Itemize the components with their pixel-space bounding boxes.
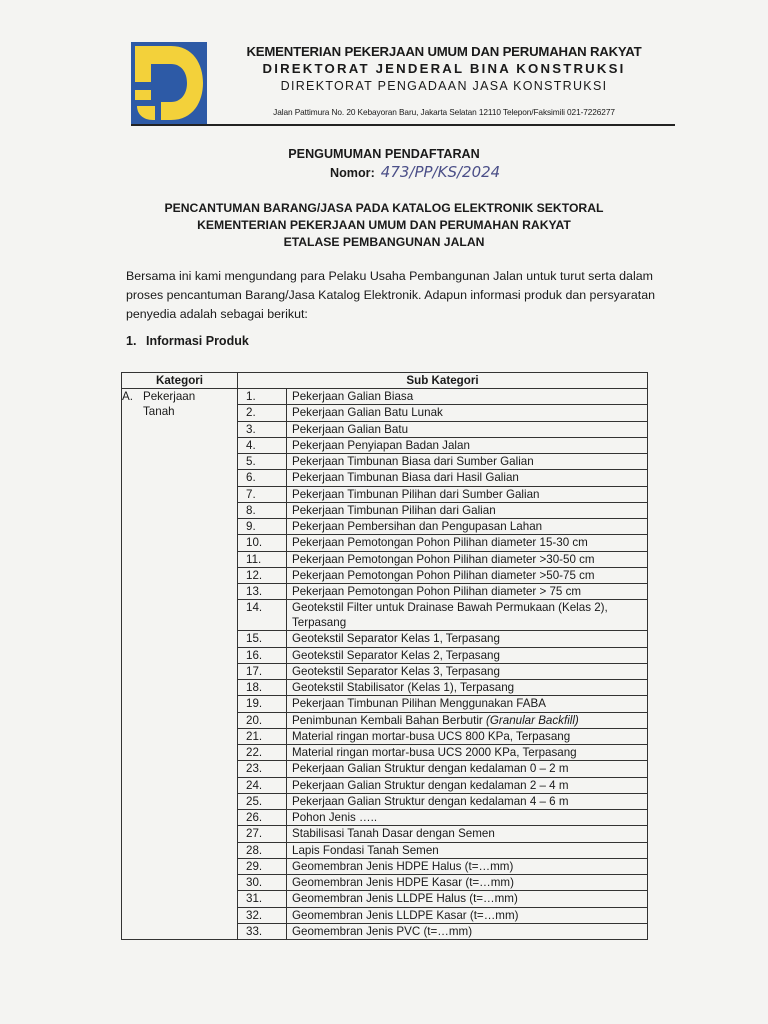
subcategory-text: Geotekstil Separator Kelas 1, Terpasang	[292, 632, 500, 646]
subcategory-text: Geotekstil Stabilisator (Kelas 1), Terpasang	[292, 681, 515, 694]
category-letter: A.	[122, 390, 133, 403]
subcategory-cell	[287, 875, 648, 891]
row-number: 17.	[238, 663, 287, 679]
subcategory-cell	[287, 454, 648, 470]
section-heading	[126, 334, 249, 348]
subcategory-cell	[287, 600, 648, 631]
subcategory-cell	[287, 470, 648, 486]
row-number: 6.	[238, 470, 287, 486]
row-number: 2.	[238, 405, 287, 421]
subcategory-text: Pekerjaan Galian Struktur dengan kedalaman 0 – 2 m	[292, 762, 569, 776]
row-number: 32.	[238, 907, 287, 923]
ministry-logo	[131, 42, 207, 124]
subcategory-text: Pekerjaan Galian Batu Lunak	[292, 406, 443, 420]
row-number: 33.	[238, 923, 287, 939]
subcategory-cell	[287, 680, 648, 696]
section-title: Informasi Produk	[146, 334, 249, 348]
subcategory-text: Material ringan mortar-busa UCS 800 KPa, Terpasang	[292, 729, 571, 743]
ministry-name: KEMENTERIAN PEKERJAAN UMUM DAN PERUMAHAN RAKYAT	[246, 44, 642, 59]
subcategory-cell	[287, 567, 648, 583]
row-number: 15.	[238, 631, 287, 647]
subcategory-cell	[287, 761, 648, 777]
row-number: 11.	[238, 551, 287, 567]
row-number: 29.	[238, 858, 287, 874]
row-number: 18.	[238, 680, 287, 696]
row-number: 7.	[238, 486, 287, 502]
row-number: 24.	[238, 777, 287, 793]
subcategory-text: Pekerjaan Pemotongan Pohon Pilihan diameter > 75 cm	[292, 585, 582, 598]
category-name-line-1: Pekerjaan	[143, 390, 196, 403]
row-number: 9.	[238, 519, 287, 535]
row-number: 31.	[238, 891, 287, 907]
row-number: 1.	[238, 389, 287, 405]
subcategory-cell	[287, 389, 648, 405]
header-category: Kategori	[122, 373, 238, 389]
announcement-number	[330, 163, 500, 181]
subcategory-text: Geotekstil Separator Kelas 2, Terpasang	[292, 648, 500, 662]
subcategory-text: Geomembran Jenis HDPE Kasar (t=…mm)	[292, 876, 514, 889]
subcategory-cell	[287, 663, 648, 679]
row-number: 13.	[238, 584, 287, 600]
number-handwritten: 473/PP/KS/2024	[380, 163, 501, 181]
subcategory-text: Lapis Fondasi Tanah Semen	[292, 843, 439, 857]
subcategory-cell	[287, 486, 648, 502]
subcategory-text: Stabilisasi Tanah Dasar dengan Semen	[292, 827, 495, 841]
row-number: 5.	[238, 454, 287, 470]
subcategory-cell	[287, 842, 648, 858]
subcategory-text: Geomembran Jenis PVC (t=…mm)	[292, 924, 473, 938]
subcategory-text: Pekerjaan Galian Struktur dengan kedalaman 2 – 4 m	[292, 778, 569, 792]
subcategory-text: Pekerjaan Timbunan Pilihan Menggunakan FABA	[292, 697, 546, 711]
row-number: 25.	[238, 793, 287, 809]
subcategory-text: Geotekstil Filter untuk Drainase Bawah Permukaan (Kelas 2), Terpasang	[292, 601, 608, 630]
subcategory-cell	[287, 696, 648, 712]
row-number: 12.	[238, 567, 287, 583]
subcategory-text: Pekerjaan Pemotongan Pohon Pilihan diameter >30-50 cm	[292, 552, 595, 566]
header-subcategory: Sub Kategori	[238, 373, 648, 389]
subcategory-text: Geomembran Jenis HDPE Halus (t=…mm)	[292, 859, 514, 873]
table-body	[122, 389, 648, 940]
subcategory-cell	[287, 826, 648, 842]
subcategory-cell	[287, 745, 648, 761]
subcategory-cell	[287, 810, 648, 826]
subcategory-text: Pekerjaan Pembersihan dan Pengupasan Lahan	[292, 520, 543, 533]
subject-heading	[0, 200, 768, 251]
address: Jalan Pattimura No. 20 Kebayoran Baru, Jakarta Selatan 12110 Telepon/Faksimili 021-7226277	[273, 107, 615, 117]
subcategory-cell	[287, 647, 648, 663]
row-number: 14.	[238, 600, 287, 631]
subcategory-cell	[287, 891, 648, 907]
subcategory-cell	[287, 519, 648, 535]
letterhead-divider	[131, 124, 675, 126]
row-number: 27.	[238, 826, 287, 842]
subcategory-cell	[287, 777, 648, 793]
subcategory-text: Pekerjaan Penyiapan Badan Jalan	[292, 438, 470, 452]
subcategory-cell	[287, 405, 648, 421]
subcategory-text: Geomembran Jenis LLDPE Kasar (t=…mm)	[292, 908, 519, 922]
subcategory-cell	[287, 535, 648, 551]
subcategory-text: Pohon Jenis …..	[292, 811, 378, 824]
subcategory-cell	[287, 502, 648, 518]
intro-paragraph: Bersama ini kami mengundang para Pelaku Usaha Pembangunan Jalan untuk turut serta dalam proses pencantuman Barang/Jasa Katalog Elektronik. Adapun informasi produk dan persyaratan penyedia adalah sebagai berikut:	[126, 269, 655, 321]
letterhead	[214, 44, 674, 117]
subcategory-cell	[287, 858, 648, 874]
directorate: DIREKTORAT PENGADAAN JASA KONSTRUKSI	[280, 79, 608, 93]
subcategory-italic-text: (Granular Backfill)	[486, 713, 579, 727]
row-number: 21.	[238, 728, 287, 744]
subcategory-text: Pekerjaan Galian Batu	[292, 422, 409, 436]
subcategory-cell	[287, 793, 648, 809]
subject-line-3: ETALASE PEMBANGUNAN JALAN	[283, 235, 485, 249]
subcategory-text: Pekerjaan Galian Struktur dengan kedalaman 4 – 6 m	[292, 794, 569, 808]
subject-line-1: PENCANTUMAN BARANG/JASA PADA KATALOG ELEKTRONIK SEKTORAL	[164, 201, 604, 215]
category-name-line-2: Tanah	[143, 405, 175, 418]
subcategory-text: Pekerjaan Timbunan Biasa dari Sumber Galian	[292, 455, 534, 468]
number-label: Nomor:	[330, 166, 375, 180]
directorate-general: DIREKTORAT JENDERAL BINA KONSTRUKSI	[262, 61, 626, 76]
subcategory-cell	[287, 584, 648, 600]
subcategory-cell	[287, 907, 648, 923]
subcategory-cell	[287, 437, 648, 453]
table-row	[122, 389, 648, 405]
row-number: 30.	[238, 875, 287, 891]
subcategory-cell	[287, 923, 648, 939]
subject-line-2: KEMENTERIAN PEKERJAAN UMUM DAN PERUMAHAN RAKYAT	[197, 218, 571, 232]
row-number: 23.	[238, 761, 287, 777]
section-number: 1.	[126, 334, 137, 348]
subcategory-cell	[287, 421, 648, 437]
row-number: 26.	[238, 810, 287, 826]
subcategory-cell	[287, 631, 648, 647]
subcategory-text: Pekerjaan Pemotongan Pohon Pilihan diameter 15-30 cm	[292, 536, 588, 550]
row-number: 20.	[238, 712, 287, 728]
subcategory-text: Pekerjaan Galian Biasa	[292, 390, 414, 403]
subcategory-cell	[287, 551, 648, 567]
subcategory-text: Geotekstil Separator Kelas 3, Terpasang	[292, 664, 500, 678]
subcategory-text: Pekerjaan Pemotongan Pohon Pilihan diameter >50-75 cm	[292, 568, 595, 582]
subcategory-cell	[287, 728, 648, 744]
row-number: 3.	[238, 421, 287, 437]
row-number: 28.	[238, 842, 287, 858]
product-table	[121, 372, 648, 940]
subcategory-text: Penimbunan Kembali Bahan Berbutir	[292, 713, 483, 727]
subcategory-text: Pekerjaan Timbunan Biasa dari Hasil Galian	[292, 471, 519, 485]
category-cell	[122, 389, 238, 940]
row-number: 19.	[238, 696, 287, 712]
subcategory-text: Pekerjaan Timbunan Pilihan dari Sumber Galian	[292, 487, 540, 501]
row-number: 4.	[238, 437, 287, 453]
announcement-title: PENGUMUMAN PENDAFTARAN	[288, 147, 480, 161]
subcategory-text: Pekerjaan Timbunan Pilihan dari Galian	[292, 503, 496, 517]
subcategory-text: Material ringan mortar-busa UCS 2000 KPa, Terpasang	[292, 746, 577, 759]
row-number: 8.	[238, 502, 287, 518]
row-number: 16.	[238, 647, 287, 663]
subcategory-cell	[287, 712, 648, 728]
row-number: 22.	[238, 745, 287, 761]
row-number: 10.	[238, 535, 287, 551]
subcategory-text: Geomembran Jenis LLDPE Halus (t=…mm)	[292, 892, 518, 906]
category-name	[143, 389, 195, 419]
